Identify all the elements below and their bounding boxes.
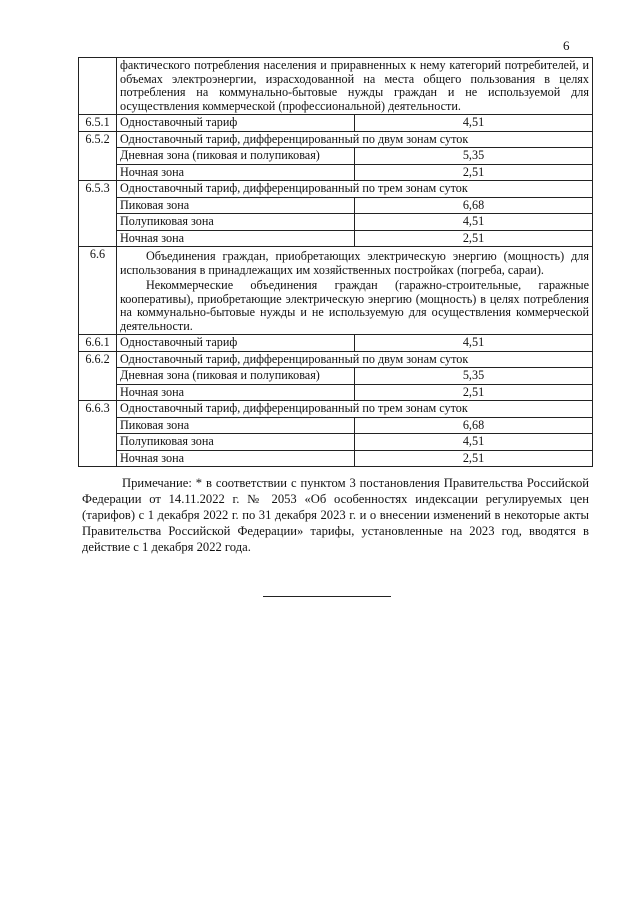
table-row — [79, 450, 593, 467]
table-row — [79, 164, 593, 181]
zone-label: Ночная зона — [117, 450, 355, 467]
zone-value: 2,51 — [355, 384, 593, 401]
row-number: 6.6.3 — [79, 401, 117, 467]
table-row — [79, 368, 593, 385]
tariff-table — [78, 57, 593, 467]
category-paragraph: Некоммерческие объединения граждан (гаражно-строительные, гаражные кооперативы), приобретающие электрическую энергию (мощность) в целях потребления на коммунально-бытовые нужды и не используемую для осуществления коммерческой деятельности. — [120, 278, 589, 333]
zone-value: 4,51 — [355, 214, 593, 231]
category-paragraph: Объединения граждан, приобретающих электрическую энергию (мощность) для использования в принадлежащих им хозяйственных постройках (погреба, сараи). — [120, 249, 589, 277]
zone-label: Пиковая зона — [117, 417, 355, 434]
row-number: 6.6.2 — [79, 351, 117, 401]
table-row — [79, 384, 593, 401]
table-row — [79, 434, 593, 451]
table-row — [79, 131, 593, 148]
row-number: 6.5.2 — [79, 131, 117, 181]
end-divider — [263, 596, 391, 597]
tariff-label: Одноставочный тариф — [117, 335, 355, 352]
table-row — [79, 335, 593, 352]
zone-label: Пиковая зона — [117, 197, 355, 214]
table-row — [79, 115, 593, 132]
tariff-label: Одноставочный тариф, дифференцированный по трем зонам суток — [117, 181, 593, 198]
zone-label: Ночная зона — [117, 164, 355, 181]
zone-value: 6,68 — [355, 197, 593, 214]
tariff-label: Одноставочный тариф — [117, 115, 355, 132]
row-number: 6.5.3 — [79, 181, 117, 247]
zone-label: Ночная зона — [117, 384, 355, 401]
zone-value: 4,51 — [355, 434, 593, 451]
table-row — [79, 214, 593, 231]
zone-value: 5,35 — [355, 148, 593, 165]
page-number: 6 — [563, 38, 570, 53]
zone-value: 2,51 — [355, 230, 593, 247]
zone-label: Полупиковая зона — [117, 214, 355, 231]
table-row — [79, 230, 593, 247]
tariff-value: 4,51 — [355, 115, 593, 132]
zone-value: 5,35 — [355, 368, 593, 385]
row-number — [79, 58, 117, 115]
table-row — [79, 247, 593, 335]
zone-value: 2,51 — [355, 450, 593, 467]
table-row — [79, 181, 593, 198]
table-row — [79, 351, 593, 368]
table-row — [79, 417, 593, 434]
zone-value: 2,51 — [355, 164, 593, 181]
zone-value: 6,68 — [355, 417, 593, 434]
footnote: Примечание: * в соответствии с пунктом 3 постановления Правительства Российской Федерации от 14.11.2022 г. № 2053 «Об особенностях индексации регулируемых цен (тарифов) с 1 декабря 2022 г. по 31 декабря 2023 г. и о внесении изменений в некоторые акты Правительства Российской Федерации» тарифы, установленные на 2023 год, вводятся в действие с 1 декабря 2022 года. — [82, 476, 589, 554]
zone-label: Ночная зона — [117, 230, 355, 247]
tariff-label: Одноставочный тариф, дифференцированный по двум зонам суток — [117, 351, 593, 368]
tariff-label: Одноставочный тариф, дифференцированный по трем зонам суток — [117, 401, 593, 418]
category-description: фактического потребления населения и приравненных к нему категорий потребителей, и объемах электроэнергии, израсходованной на места общего пользования в целях потребления на коммунально-бытовые нужды граждан и не используемой для осуществления коммерческой (профессиональной) деятельности. — [117, 58, 593, 115]
table-row — [79, 401, 593, 418]
row-number: 6.5.1 — [79, 115, 117, 132]
table-row — [79, 58, 593, 115]
row-number: 6.6.1 — [79, 335, 117, 352]
zone-label: Дневная зона (пиковая и полупиковая) — [117, 368, 355, 385]
table-row — [79, 197, 593, 214]
zone-label: Полупиковая зона — [117, 434, 355, 451]
row-number: 6.6 — [79, 247, 117, 335]
category-description — [117, 247, 593, 335]
tariff-value: 4,51 — [355, 335, 593, 352]
table-row — [79, 148, 593, 165]
tariff-label: Одноставочный тариф, дифференцированный по двум зонам суток — [117, 131, 593, 148]
zone-label: Дневная зона (пиковая и полупиковая) — [117, 148, 355, 165]
